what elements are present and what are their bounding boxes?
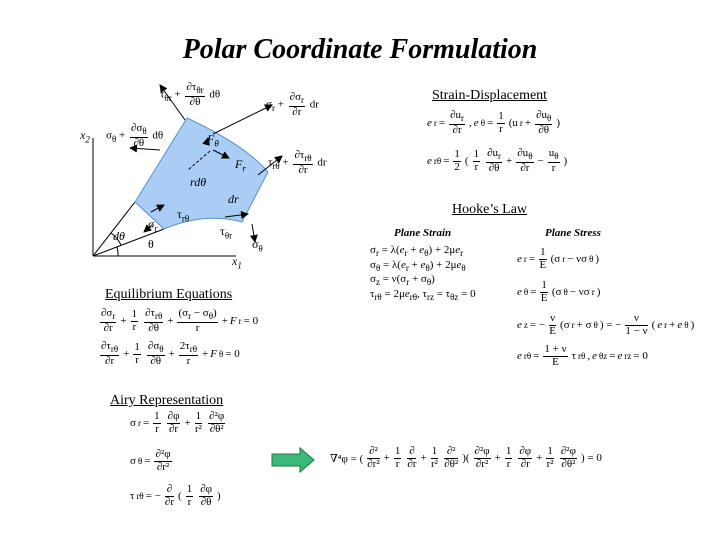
sigma-r-plus-expr: $\sigma_r$ + $\frac{\partial\sigma_r}{\partial r}$ dr bbox=[266, 91, 319, 118]
dr-label: dr bbox=[228, 192, 239, 206]
plane-stress-eq-etheta: e θ = $\frac{1}{E}$ (σ θ − νσ r ) bbox=[517, 279, 601, 304]
sigma-theta-plus-expr: $\sigma_\theta$ + $\frac{\partial\sigma_\theta}{\partial\theta}$ dθ bbox=[106, 122, 164, 149]
equilibrium-heading: Equilibrium Equations bbox=[105, 287, 233, 302]
theta-label: θ bbox=[148, 237, 154, 251]
plane-stress-eq-er: e r = $\frac{1}{E}$ (σ r − νσ θ ) bbox=[517, 246, 600, 271]
plane-stress-eq-ez: e z = − $\frac{\nu}{E}$ (σ r + σ θ ) = − $\frac{\nu}{1 - \nu}$ ( e r + e θ ) bbox=[517, 312, 695, 337]
sigma-r-outer-arrow bbox=[213, 105, 272, 134]
biharmonic-equation: ∇⁴φ = ( $\frac{\text{∂²}}{\text{∂r²}}$ + $\frac{1}{r}$ $\frac{\partial}{\partial r}$ + $\frac{1}{\text{r²}}$ $\frac{\text{∂²}}{\text{∂θ²}}$ )( $\frac{\text{∂²φ}}{\text{∂r²}}$ + $\frac{1}{r}$ $\frac{\partial\varphi}{\partial r}$ + $\frac{1}{\text{r²}}$ $\frac{\text{∂²φ}}{\text{∂θ²}}$ ) = 0 bbox=[330, 445, 602, 470]
hookes-law-heading: Hooke’s Law bbox=[452, 202, 528, 217]
x2-label: $x_2$ bbox=[80, 128, 90, 145]
airy-sigma-theta: σ θ = $\frac{\text{∂²φ}}{\text{∂r²}}$ bbox=[130, 448, 171, 473]
strain-displacement-eq-1: e r = $\frac{\partial u_r}{\partial r}$ , e θ = $\frac{1}{r}$ (u r + $\frac{\partial u_\theta}{\partial\theta}$ ) bbox=[427, 109, 561, 136]
F-r-label: $F_r$ bbox=[235, 157, 246, 174]
tau-rtheta-inner-label: $\tau_{r\theta}$ bbox=[177, 207, 190, 224]
airy-heading: Airy Representation bbox=[110, 393, 224, 408]
F-theta-label: $F_\theta$ bbox=[207, 132, 219, 149]
x1-label: $x_1$ bbox=[232, 254, 242, 271]
plane-stress-eq-ertheta: e rθ = $\frac{1 + \nu}{E}$ τ rθ , e θz = e rz = 0 bbox=[517, 343, 648, 368]
airy-tau-rtheta: τ rθ = − $\frac{\partial}{\partial r}$ ( $\frac{1}{r}$ $\frac{\partial\varphi}{\partial\theta}$ ) bbox=[130, 483, 221, 508]
equilibrium-eq-1: $\frac{\partial\sigma_r}{\partial r}$ + $\frac{1}{r}$ $\frac{\partial\tau_{r\theta}}{\partial\theta}$ + $\frac{(\sigma_r - \sigma_\theta)}{r}$ + F r = 0 bbox=[101, 307, 259, 334]
tau-thetar-plus-expr: $\tau_{\theta r}$ + $\frac{\partial\tau_{\theta r}}{\partial\theta}$ dθ bbox=[160, 81, 221, 108]
plane-strain-equations: $\sigma_r = \lambda(e_r + e_\theta) + 2\mu e_r$ $\sigma_\theta = \lambda(e_r + e_\theta) + 2\mu e_\theta$ $\sigma_z = \nu(\sigma_r + \sigma_\theta)$ $\tau_{r\theta} = 2\mu e_{r\theta}$, $\tau_{rz} = \tau_{\theta z} = 0$ bbox=[370, 244, 476, 302]
rdtheta-label: rdθ bbox=[190, 175, 207, 189]
strain-displacement-heading: Strain-Displacement bbox=[432, 88, 548, 103]
theta-arc bbox=[117, 247, 118, 256]
sigma-r-inner-label: $\sigma_r$ bbox=[148, 217, 158, 234]
tau-rtheta-plus-expr: $\tau_{r\theta}$ + $\frac{\partial\tau_{r\theta}}{\partial r}$ dr bbox=[268, 149, 327, 176]
tau-thetar-bottom-label: $\tau_{\theta r}$ bbox=[220, 224, 233, 241]
implies-arrow bbox=[272, 448, 314, 472]
sigma-theta-bottom-label: $\sigma_\theta$ bbox=[252, 237, 263, 254]
equilibrium-eq-2: $\frac{\partial\tau_{r\theta}}{\partial r}$ + $\frac{1}{r}$ $\frac{\partial\sigma_\theta}{\partial\theta}$ + $\frac{2\tau_{r\theta}}{r}$ + F θ = 0 bbox=[101, 340, 240, 367]
dtheta-label: dθ bbox=[113, 229, 125, 243]
plane-stress-heading: Plane Stress bbox=[545, 227, 601, 239]
strain-displacement-eq-2: e rθ = $\frac{1}{2}$ ( $\frac{1}{r}$ $\frac{\partial u_r}{\partial\theta}$ + $\frac{\partial u_\theta}{\partial r}$ − $\frac{u_\theta}{r}$ ) bbox=[427, 147, 568, 174]
plane-strain-heading: Plane Strain bbox=[394, 227, 452, 239]
page-title: Polar Coordinate Formulation bbox=[182, 34, 538, 65]
airy-sigma-r: σ r = $\frac{1}{r}$ $\frac{\partial\varphi}{\partial r}$ + $\frac{1}{\text{r²}}$ $\frac{\text{∂²φ}}{\text{∂θ²}}$ bbox=[130, 410, 225, 435]
